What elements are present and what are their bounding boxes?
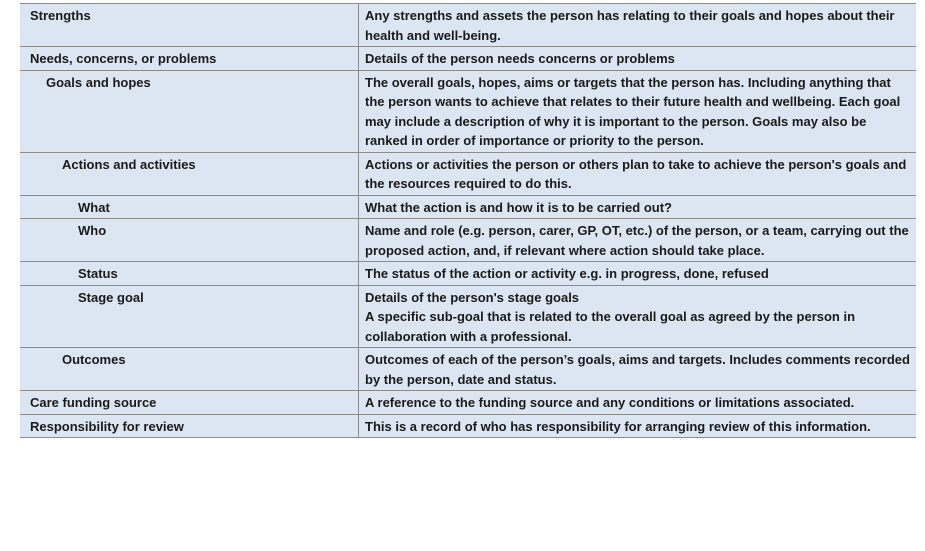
row-definition [359, 152, 917, 195]
row-term: Who [20, 219, 359, 262]
row-term: Actions and activities [20, 152, 359, 195]
table-row [20, 152, 916, 195]
definition-line: The status of the action or activity e.g. in progress, done, refused [365, 266, 769, 281]
row-term: Goals and hopes [20, 70, 359, 152]
row-definition [359, 70, 917, 152]
definition-line: Outcomes of each of the person’s goals, aims and targets. Includes comments recorded by the person, date and status. [365, 352, 910, 387]
definition-line: Details of the person's stage goals [365, 289, 580, 305]
row-term: Stage goal [20, 285, 359, 348]
table-row [20, 262, 916, 286]
row-term: Care funding source [20, 391, 359, 415]
row-definition [359, 414, 917, 438]
row-term: Needs, concerns, or problems [20, 47, 359, 71]
definition-line: This is a record of who has responsibility for arranging review of this information. [365, 418, 871, 434]
row-definition [359, 47, 917, 71]
definitions-table-body [20, 4, 916, 438]
definitions-table [20, 3, 916, 438]
table-row [20, 4, 916, 47]
row-definition [359, 195, 917, 219]
table-row [20, 414, 916, 438]
definition-line: A specific sub-goal that is related to the overall goal as agreed by the person in collaboration with a professional. [365, 309, 856, 344]
definition-line: What the action is and how it is to be carried out? [365, 199, 672, 215]
row-definition [359, 4, 917, 47]
row-term: Status [20, 262, 359, 286]
definition-line: Actions or activities the person or others plan to take to achieve the person's goals and the resources required to do this. [365, 156, 907, 191]
row-term: Outcomes [20, 348, 359, 391]
definition-line: Details of the person needs concerns or problems [365, 51, 675, 66]
table-row [20, 219, 916, 262]
row-definition [359, 391, 917, 415]
row-definition [359, 285, 917, 348]
table-row [20, 70, 916, 152]
definition-line: A reference to the funding source and any conditions or limitations associated. [365, 395, 855, 410]
table-row [20, 391, 916, 415]
definition-line: The overall goals, hopes, aims or targets that the person has. Including anything that the person wants to achieve that relates to their future health and wellbeing. Each goal may include a description of why it is important to the person. Goals may also be ranked in order of importance or priority to the person. [365, 74, 901, 148]
row-term: Strengths [20, 4, 359, 47]
table-row [20, 195, 916, 219]
table-row [20, 285, 916, 348]
row-definition [359, 348, 917, 391]
table-row [20, 348, 916, 391]
row-term: Responsibility for review [20, 414, 359, 438]
definition-line: Name and role (e.g. person, carer, GP, OT, etc.) of the person, or a team, carrying out the proposed action, and, if relevant where action should take place. [365, 223, 909, 258]
definition-line: Any strengths and assets the person has relating to their goals and hopes about their health and well-being. [365, 8, 895, 43]
row-term: What [20, 195, 359, 219]
row-definition [359, 262, 917, 286]
table-row [20, 47, 916, 71]
row-definition [359, 219, 917, 262]
